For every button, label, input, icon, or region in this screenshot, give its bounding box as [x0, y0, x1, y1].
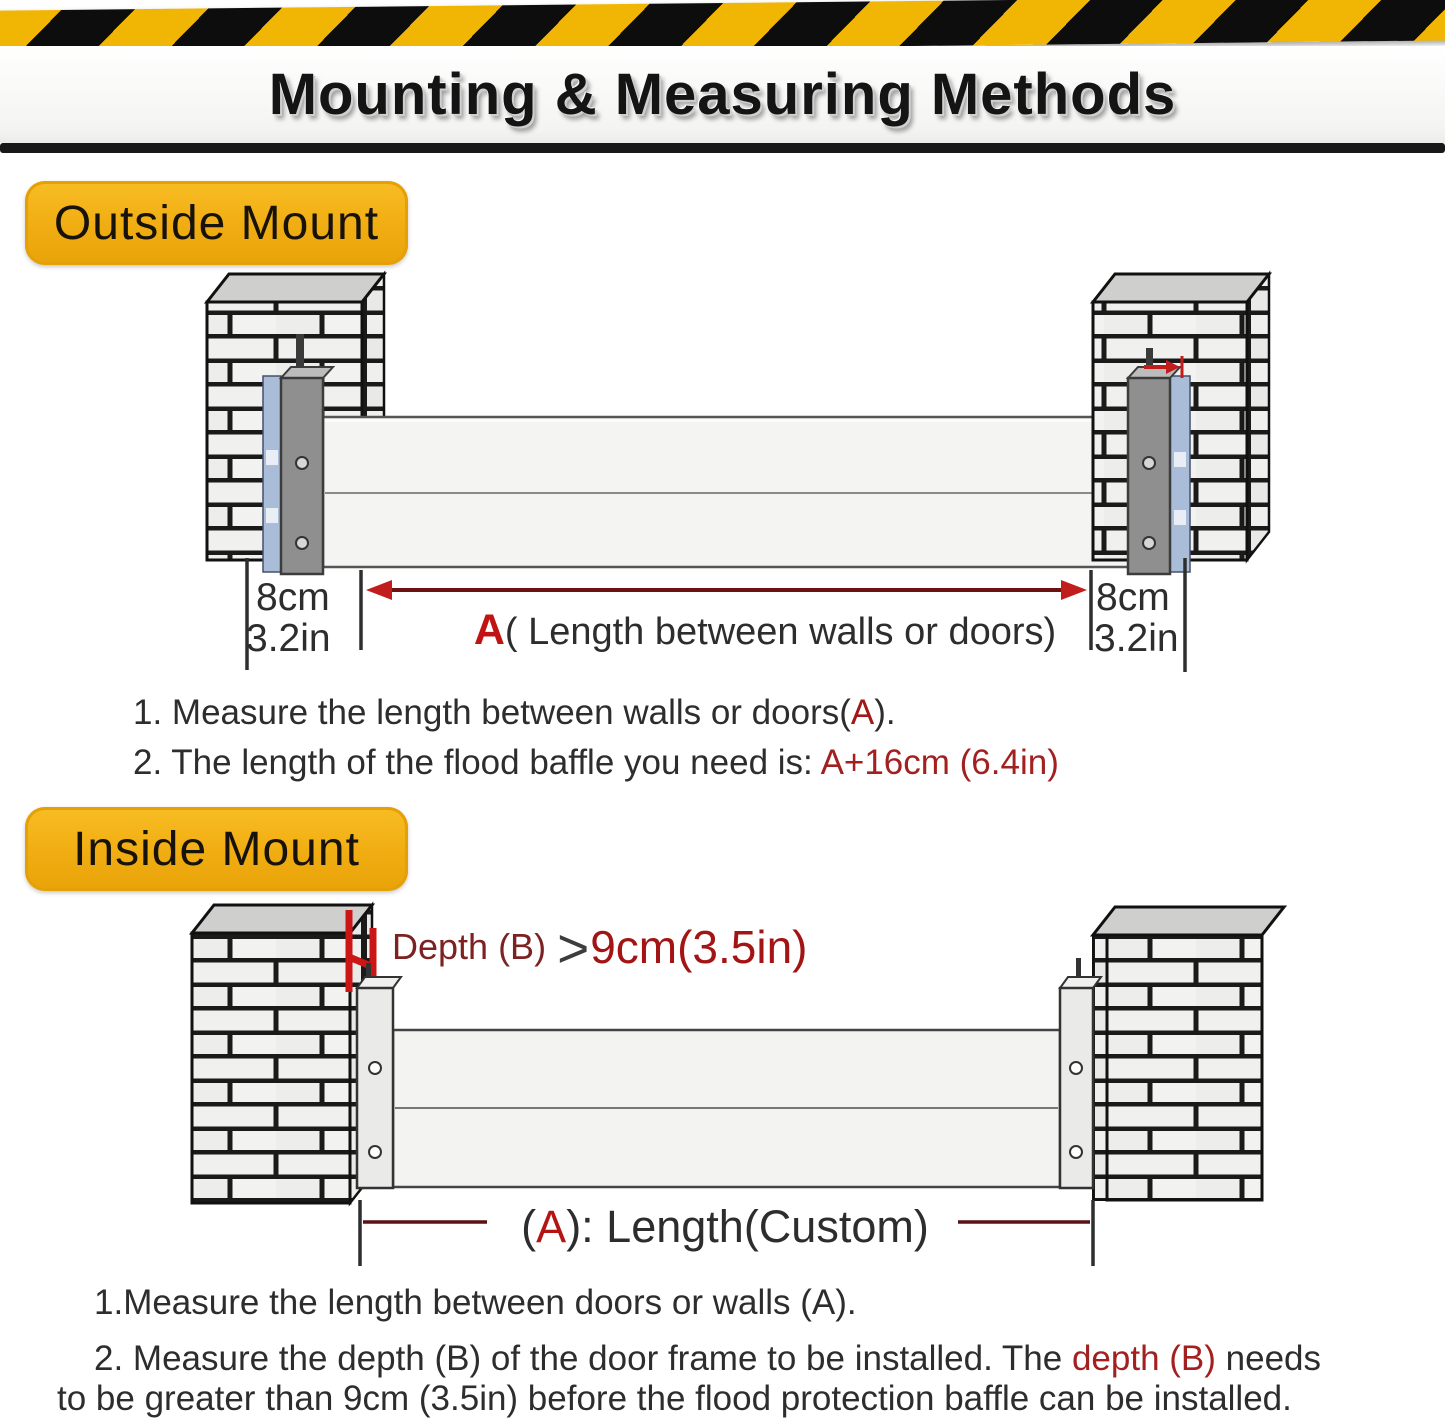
inside-instruction-2-end: needs [1215, 1339, 1322, 1378]
outside-left-inch-label: 3.2in [246, 617, 331, 660]
inside-right-pillar [1093, 907, 1284, 1200]
inside-barrier-planks [393, 1030, 1060, 1187]
length-a-letter: A [536, 1201, 567, 1252]
inside-instruction-3: to be greater than 9cm (3.5in) before the flood protection baffle can be installed. [57, 1379, 1292, 1418]
outside-length-dimension-label [420, 606, 1110, 655]
outside-barrier-planks [323, 417, 1130, 567]
outside-instruction-2-formula: A+16cm (6.4in) [820, 743, 1059, 782]
inside-instruction-2 [94, 1339, 1321, 1379]
outside-instruction-1 [133, 693, 896, 733]
outside-left-cm-label: 8cm [256, 576, 330, 619]
outside-instruction-2-text: 2. The length of the flood baffle you need is: [133, 743, 821, 782]
greater-than-sign: > [557, 917, 590, 979]
dimension-a-description: ( Length between walls or doors) [504, 611, 1057, 653]
outside-mount-badge: Outside Mount [25, 181, 408, 265]
inside-instruction-1: 1.Measure the length between doors or walls (A). [94, 1283, 857, 1322]
depth-value: 9cm(3.5in) [590, 921, 808, 973]
inside-instruction-2-highlight: depth (B) [1071, 1339, 1216, 1378]
dimension-a-letter: A [473, 606, 505, 654]
depth-label: Depth (B) [392, 926, 557, 967]
inside-length-dimension-label [425, 1201, 1025, 1253]
page-title: Mounting & Measuring Methods [268, 62, 1177, 127]
outside-right-cm-label: 8cm [1096, 576, 1170, 619]
length-description: ): Length(Custom) [566, 1201, 929, 1252]
inside-depth-note [392, 916, 807, 980]
outside-instruction-1-end: ). [874, 693, 896, 732]
outside-instruction-2 [133, 743, 1059, 783]
inside-mount-badge: Inside Mount [25, 807, 408, 891]
outside-instruction-1-a: A [850, 693, 875, 732]
outside-instruction-1-text: 1. Measure the length between walls or doors( [133, 693, 851, 732]
inside-left-pillar [192, 905, 373, 1203]
outside-right-channel [1128, 348, 1190, 574]
outside-right-inch-label: 3.2in [1094, 617, 1179, 660]
inside-instruction-2-text: 2. Measure the depth (B) of the door frame to be installed. The [94, 1339, 1072, 1378]
length-open-paren: ( [521, 1201, 537, 1252]
